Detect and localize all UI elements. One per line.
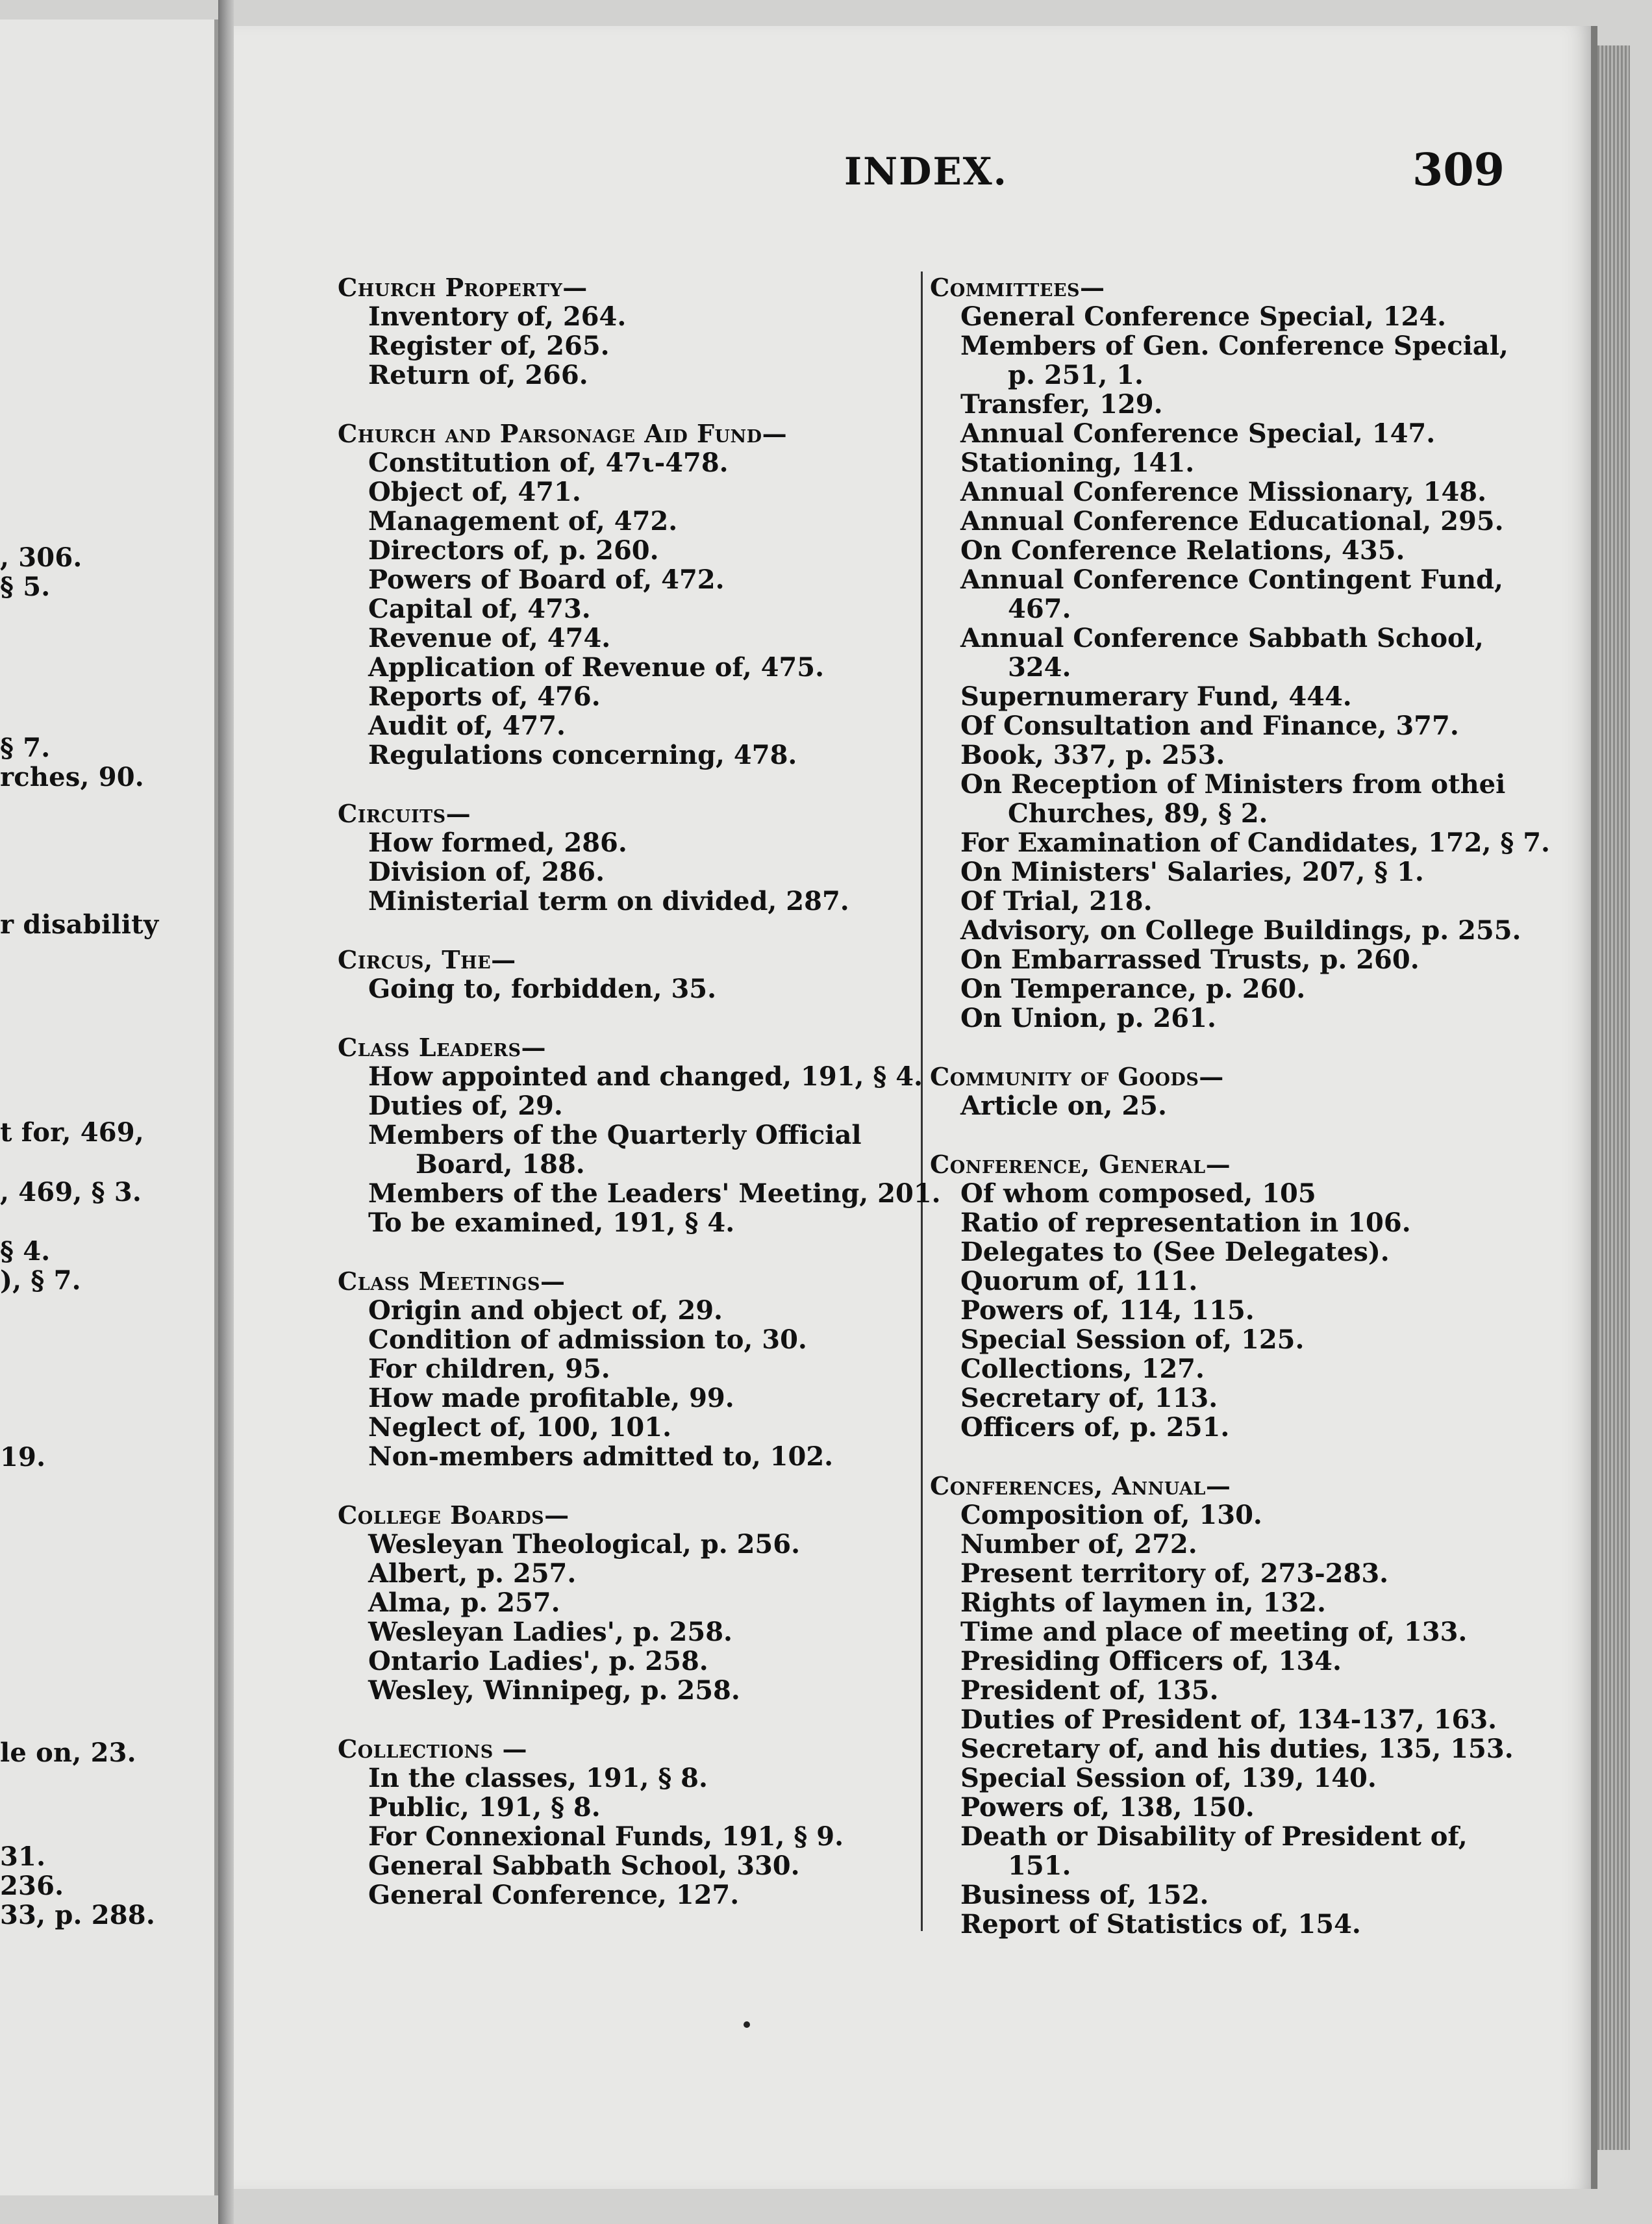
index-entry: General Conference Special, 124. (960, 301, 1447, 332)
index-entry: Reports of, 476. (368, 681, 601, 712)
index-entry: Report of Statistics of, 154. (960, 1909, 1361, 1940)
index-entry-continuation: p. 251, 1. (1008, 360, 1144, 390)
index-entry: How formed, 286. (368, 828, 627, 858)
index-entry: Wesleyan Ladies', p. 258. (368, 1617, 732, 1647)
index-entry: How made profitable, 99. (368, 1383, 734, 1413)
index-entry: For Connexional Funds, 191, § 9. (368, 1821, 844, 1852)
index-entry-continuation: Churches, 89, § 2. (1008, 798, 1268, 829)
index-entry: Annual Conference Special, 147. (960, 418, 1436, 449)
index-entry: How appointed and changed, 191, § 4. (368, 1061, 923, 1092)
index-entry: Of Trial, 218. (960, 886, 1153, 916)
index-entry: Special Session of, 125. (960, 1324, 1305, 1355)
index-entry: On Ministers' Salaries, 207, § 1. (960, 857, 1424, 887)
index-page (234, 26, 1597, 2189)
index-entry: Annual Conference Educational, 295. (960, 506, 1504, 537)
index-entry: Members of the Quarterly Official (368, 1120, 862, 1150)
page-title: INDEX. (844, 149, 1008, 194)
index-entry: Powers of, 114, 115. (960, 1295, 1255, 1326)
section-heading: Class Meetings— (338, 1267, 566, 1296)
index-entry: Return of, 266. (368, 360, 588, 390)
left-fragment: 31. (0, 1841, 46, 1872)
index-entry: For children, 95. (368, 1354, 610, 1384)
index-entry: Non-members admitted to, 102. (368, 1441, 834, 1472)
index-entry: On Union, p. 261. (960, 1003, 1216, 1033)
index-entry: Officers of, p. 251. (960, 1412, 1230, 1443)
book-gutter (218, 0, 234, 2224)
left-fragment: rches, 90. (0, 762, 144, 792)
index-entry: Capital of, 473. (368, 594, 591, 624)
index-entry: Duties of, 29. (368, 1091, 563, 1121)
index-entry: Members of the Leaders' Meeting, 201. (368, 1178, 941, 1209)
index-entry: Number of, 272. (960, 1529, 1197, 1560)
index-entry: Revenue of, 474. (368, 623, 611, 653)
index-entry: Division of, 286. (368, 857, 605, 887)
index-entry: Powers of Board of, 472. (368, 564, 725, 595)
index-entry: Powers of, 138, 150. (960, 1792, 1255, 1823)
index-entry: Wesley, Winnipeg, p. 258. (368, 1675, 740, 1706)
section-heading: Conference, General— (930, 1150, 1231, 1179)
index-entry: On Temperance, p. 260. (960, 974, 1306, 1004)
index-entry: Condition of admission to, 30. (368, 1324, 807, 1355)
index-entry: On Embarrassed Trusts, p. 260. (960, 944, 1420, 975)
index-entry: Secretary of, and his duties, 135, 153. (960, 1734, 1514, 1764)
section-heading: Committees— (930, 273, 1105, 302)
ink-speck (744, 2021, 750, 2028)
index-entry: Origin and object of, 29. (368, 1295, 723, 1326)
index-entry: In the classes, 191, § 8. (368, 1763, 708, 1793)
index-entry: Present territory of, 273-283. (960, 1558, 1389, 1589)
index-entry: Rights of laymen in, 132. (960, 1587, 1326, 1618)
section-heading: College Boards— (338, 1500, 569, 1530)
index-entry: Going to, forbidden, 35. (368, 974, 717, 1004)
index-entry: Book, 337, p. 253. (960, 740, 1225, 770)
index-entry: Directors of, p. 260. (368, 535, 659, 566)
index-entry: General Conference, 127. (368, 1880, 740, 1910)
left-fragment: , 306. (0, 542, 82, 573)
index-entry: Collections, 127. (960, 1354, 1205, 1384)
index-entry: Advisory, on College Buildings, p. 255. (960, 915, 1521, 946)
section-heading: Church Property— (338, 273, 588, 302)
left-fragment: 19. (0, 1442, 46, 1472)
index-entry: Management of, 472. (368, 506, 678, 537)
section-heading: Community of Goods— (930, 1062, 1224, 1091)
left-facing-page (0, 19, 218, 2195)
index-entry: Ratio of representation in 106. (960, 1207, 1411, 1238)
index-entry: Annual Conference Missionary, 148. (960, 477, 1487, 507)
index-entry: Regulations concerning, 478. (368, 740, 797, 770)
index-column-right (930, 273, 1652, 1968)
section-heading: Circus, The— (338, 945, 516, 974)
left-fragment: ), § 7. (0, 1265, 81, 1296)
index-entry: Duties of President of, 134-137, 163. (960, 1704, 1497, 1735)
section-heading: Collections — (338, 1734, 527, 1763)
left-fragment: 33, p. 288. (0, 1900, 155, 1930)
index-entry: Supernumerary Fund, 444. (960, 681, 1352, 712)
page-number: 309 (1412, 144, 1505, 196)
index-entry: Wesleyan Theological, p. 256. (368, 1529, 801, 1560)
index-entry: Members of Gen. Conference Special, (960, 331, 1508, 361)
index-entry: Ministerial term on divided, 287. (368, 886, 849, 916)
left-fragment: § 4. (0, 1236, 51, 1267)
index-entry: Public, 191, § 8. (368, 1792, 601, 1823)
index-entry: On Reception of Ministers from othei (960, 769, 1506, 800)
index-entry: Transfer, 129. (960, 389, 1163, 420)
index-entry: President of, 135. (960, 1675, 1219, 1706)
section-heading: Class Leaders— (338, 1033, 546, 1062)
left-fragment: , 469, § 3. (0, 1177, 142, 1207)
page-edges (1597, 45, 1630, 2150)
index-entry: For Examination of Candidates, 172, § 7. (960, 828, 1550, 858)
left-fragment: r disability (0, 909, 159, 940)
index-section (930, 1150, 1652, 1442)
index-entry: Of whom composed, 105 (960, 1178, 1316, 1209)
index-entry-continuation: 151. (1008, 1851, 1071, 1881)
index-entry: Time and place of meeting of, 133. (960, 1617, 1468, 1647)
index-entry: Ontario Ladies', p. 258. (368, 1646, 708, 1676)
index-entry: Neglect of, 100, 101. (368, 1412, 672, 1443)
index-entry: Stationing, 141. (960, 448, 1195, 478)
index-section (930, 1062, 1652, 1120)
left-fragment: § 7. (0, 733, 51, 763)
index-entry: Composition of, 130. (960, 1500, 1262, 1530)
index-entry: Register of, 265. (368, 331, 610, 361)
index-entry: Special Session of, 139, 140. (960, 1763, 1377, 1793)
index-entry: Business of, 152. (960, 1880, 1209, 1910)
section-heading: Circuits— (338, 799, 471, 828)
index-entry: Albert, p. 257. (368, 1558, 577, 1589)
index-entry: Article on, 25. (960, 1091, 1167, 1121)
index-entry: Alma, p. 257. (368, 1587, 560, 1618)
left-fragment: le on, 23. (0, 1738, 136, 1768)
index-entry-continuation: 324. (1008, 652, 1071, 683)
index-entry-continuation: Board, 188. (416, 1149, 585, 1180)
index-entry: Annual Conference Contingent Fund, (960, 564, 1503, 595)
index-entry: Constitution of, 47ι-478. (368, 448, 729, 478)
section-heading: Conferences, Annual— (930, 1471, 1231, 1500)
index-entry: General Sabbath School, 330. (368, 1851, 800, 1881)
index-entry: Annual Conference Sabbath School, (960, 623, 1484, 653)
index-entry: Secretary of, 113. (960, 1383, 1218, 1413)
index-entry: Of Consultation and Finance, 377. (960, 711, 1459, 741)
index-entry: Object of, 471. (368, 477, 581, 507)
index-entry: Death or Disability of President of, (960, 1821, 1468, 1852)
section-heading: Church and Parsonage Aid Fund— (338, 419, 788, 448)
index-entry: Audit of, 477. (368, 711, 566, 741)
index-entry-continuation: 467. (1008, 594, 1071, 624)
index-entry: Inventory of, 264. (368, 301, 627, 332)
index-entry: To be examined, 191, § 4. (368, 1207, 735, 1238)
index-entry: Quorum of, 111. (960, 1266, 1198, 1296)
left-fragment: t for, 469, (0, 1117, 144, 1148)
index-entry: Delegates to (See Delegates). (960, 1237, 1390, 1267)
index-entry: On Conference Relations, 435. (960, 535, 1405, 566)
index-entry: Presiding Officers of, 134. (960, 1646, 1342, 1676)
left-fragment: § 5. (0, 572, 51, 602)
index-section (930, 273, 1652, 1033)
index-section (930, 1471, 1652, 1939)
index-entry: Application of Revenue of, 475. (368, 652, 825, 683)
left-fragment: 236. (0, 1871, 64, 1901)
